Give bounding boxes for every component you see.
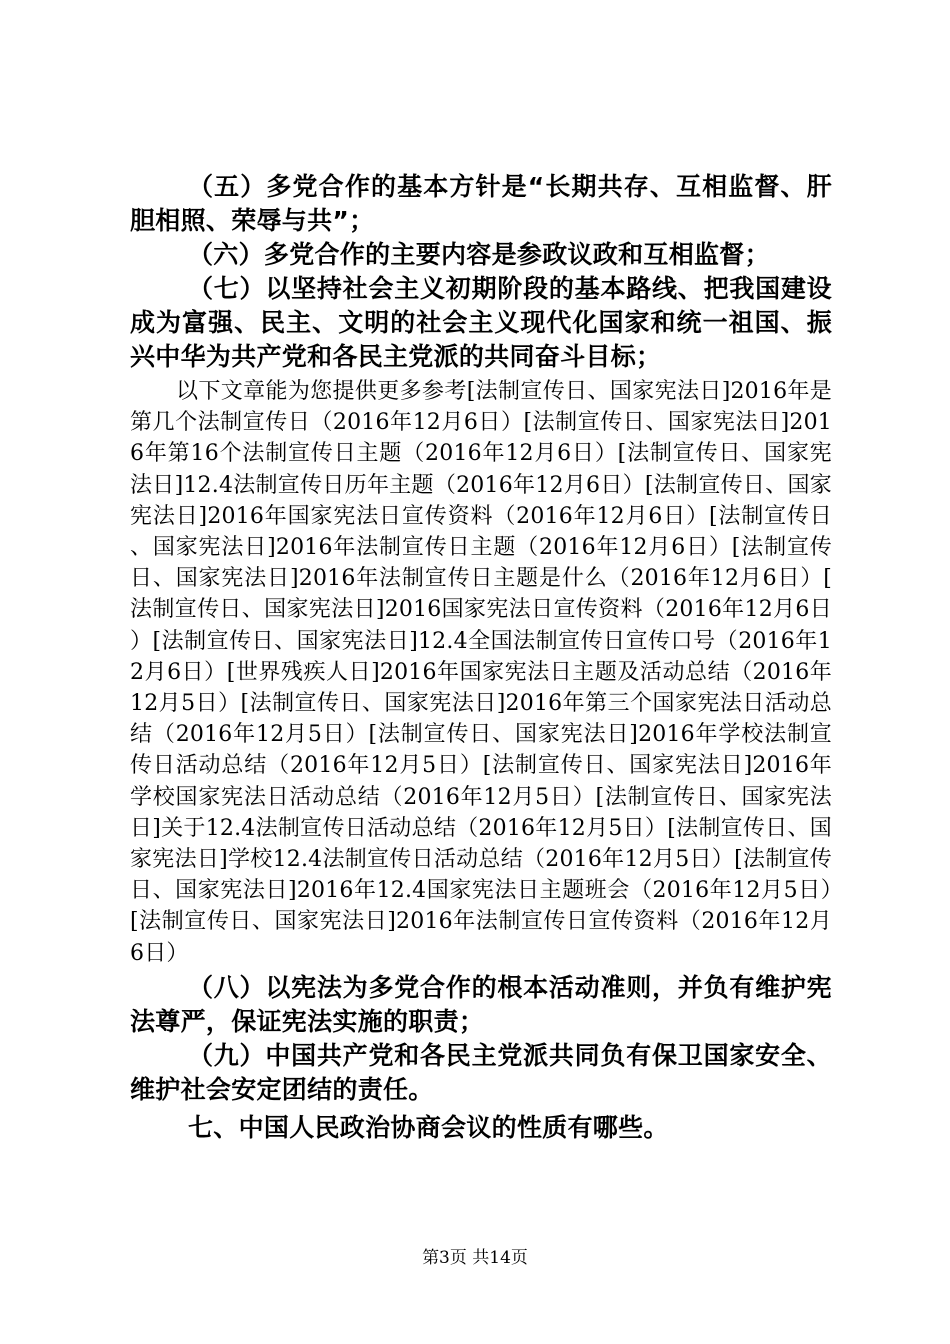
paragraph-item-5: （五）多党合作的基本方针是“长期共存、互相监督、肝胆相照、荣辱与共”； [130, 172, 832, 235]
paragraph-item-7: （七）以坚持社会主义初期阶段的基本路线、把我国建设成为富强、民主、文明的社会主义现代化国家和统一祖国、振兴中华为共产党和各民主党派的共同奋斗目标； [130, 274, 832, 371]
page-number-footer: 第3页 共14页 [422, 1248, 528, 1268]
document-body [130, 170, 832, 1145]
paragraph-item-9: （九）中国共产党和各民主党派共同负有保卫国家安全、维护社会安定团结的责任。 [130, 1040, 832, 1104]
paragraph-item-6: （六）多党合作的主要内容是参政议政和互相监督； [188, 240, 770, 269]
related-articles-paragraph: 以下文章能为您提供更多参考[法制宣传日、国家宪法日]2016年是第几个法制宣传日（2016年12月6日）[法制宣传日、国家宪法日]2016年第16个法制宣传日主题（2016年12月6日）[法制宣传日、国家宪法日]12.4法制宣传日历年主题（2016年12月6日）[法制宣传日、国家宪法日]2016年国家宪法日宣传资料（2016年12月6日）[法制宣传日、国家宪法日]2016年法制宣传日主题（2016年12月6日）[法制宣传日、国家宪法日]2016年法制宣传日主题是什么（2016年12月6日）[法制宣传日、国家宪法日]2016国家宪法日宣传资料（2016年12月6日）[法制宣传日、国家宪法日]12.4全国法制宣传日宣传口号（2016年12月6日）[世界残疾人日]2016年国家宪法日主题及活动总结（2016年12月5日）[法制宣传日、国家宪法日]2016年第三个国家宪法日活动总结（2016年12月5日）[法制宣传日、国家宪法日]2016年学校法制宣传日活动总结（2016年12月5日）[法制宣传日、国家宪法日]2016年学校国家宪法日活动总结（2016年12月5日）[法制宣传日、国家宪法日]关于12.4法制宣传日活动总结（2016年12月5日）[法制宣传日、国家宪法日]学校12.4法制宣传日活动总结（2016年12月5日）[法制宣传日、国家宪法日]2016年12.4国家宪法日主题班会（2016年12月5日）[法制宣传日、国家宪法日]2016年法制宣传日宣传资料（2016年12月6日） [130, 379, 832, 966]
section-heading-7: 七、中国人民政治协商会议的性质有哪些。 [188, 1112, 669, 1142]
paragraph-item-8: （八）以宪法为多党合作的根本活动准则，并负有维护宪法尊严，保证宪法实施的职责； [130, 972, 832, 1036]
